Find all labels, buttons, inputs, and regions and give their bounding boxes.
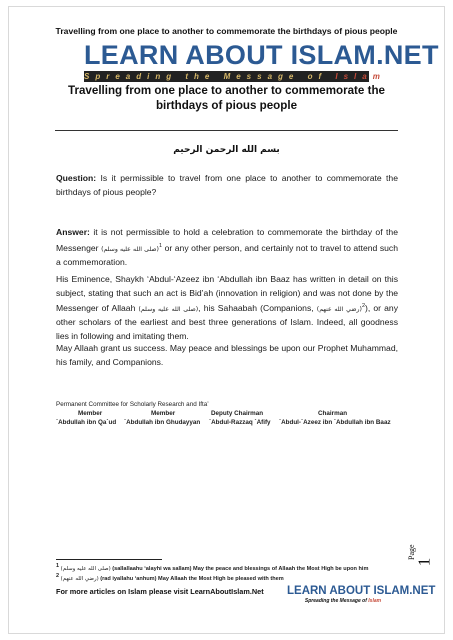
salawat-arabic: (صلى الله عليه وسلم)	[101, 245, 159, 253]
logo-tagline-islam: Islam	[335, 72, 386, 81]
salawat-arabic-2: (صلى الله عليه وسلم)	[138, 305, 199, 313]
paragraph2-text-2: , his Sahaabah (Companions,	[198, 302, 317, 313]
footer-logo-tagline-text: Spreading the Message of	[304, 598, 369, 604]
question-label: Question:	[56, 173, 97, 183]
role-member-2: Member	[151, 410, 176, 417]
committee-names-row	[56, 419, 401, 428]
footnote-1-arabic: (صلى الله عليه وسلم)	[60, 565, 111, 572]
paragraph2-text-3: ), or any other scholars of the earliest and best three generations of Islam. Indeed, all goodness lies in following and imitating them.	[56, 302, 399, 341]
name-chairman: `Abdul-`Azeez ibn `Abdullah ibn Baaz	[279, 419, 391, 426]
logo-tagline-text: Spreading the Message of	[84, 72, 336, 81]
footnote-1	[56, 563, 368, 572]
footnote-2-text: (rad iyallahu ‘anhum) May Allaah the Most High be pleased with them	[98, 575, 284, 582]
answer-text-2: or any other person, and certainly not to travel to attend such a commemoration.	[56, 242, 398, 267]
radiya-arabic: (رضي الله عنهم)	[316, 305, 362, 313]
logo-tagline	[84, 71, 386, 82]
footnote-1-text: (sallallaahu ‘alayhi wa sallam) May the peace and blessings of Allaah the Most High be upon him	[110, 565, 369, 572]
closing-paragraph: May Allaah grant us success. May peace and blessings be upon our Prophet Muhammad, his family, and Companions.	[56, 343, 398, 367]
committee-signatories	[56, 410, 401, 428]
footer-logo-tagline-islam: Islam	[368, 598, 382, 604]
paragraph2-text-1: His Eminence, Shaykh ‘Abdul-‘Azeez ibn ‘Abdullah ibn Baaz has written in detail on this subject, stating that such an act is Bid’ah (innovation in religion) and was not done by the Messenger of Allaah	[56, 274, 398, 313]
role-deputy-chairman: Deputy Chairman	[211, 410, 264, 417]
question-text: Is it permissible to travel from one place to another to commemorate the birthdays of pious people?	[56, 173, 398, 197]
page-title	[60, 83, 393, 113]
footnote-ref-2[interactable]: 2	[361, 303, 365, 309]
logo-wordmark: LEARN ABOUT ISLAM.NET	[84, 40, 439, 70]
footnote-2-arabic: (رضي الله عنهم)	[60, 575, 99, 582]
footnote-ref-1[interactable]: 1	[158, 242, 163, 249]
page-label: Page	[407, 544, 416, 560]
basmala: بسم الله الرحمن الرحيم	[173, 145, 280, 155]
page-title-line-2: birthdays of pious people	[155, 99, 298, 112]
footnote-1-number: 1	[56, 563, 60, 569]
committee-roles-row	[56, 410, 401, 419]
footnote-divider	[56, 559, 162, 560]
name-deputy-chairman: `Abdul-Razzaq `Afify	[209, 419, 271, 426]
question-paragraph	[56, 172, 398, 199]
name-member-2: `Abdullah ibn Ghudayyan	[124, 419, 201, 426]
ibn-baaz-paragraph	[56, 273, 398, 343]
committee-title: Permanent Committee for Scholarly Research and Ifta’	[56, 401, 209, 408]
running-title: Travelling from one place to another to commemorate the birthdays of pious people	[55, 26, 398, 36]
footnote-2	[56, 573, 284, 582]
role-chairman: Chairman	[318, 410, 348, 417]
answer-text-1: it is not permissible to hold a celebration to commemorate the birthday of the Messenger	[56, 227, 398, 253]
page-number: 1	[414, 557, 434, 567]
answer-paragraph	[56, 226, 398, 269]
title-divider	[55, 130, 398, 131]
answer-label: Answer:	[56, 227, 90, 237]
name-member-1: `Abdullah ibn Qa`ud	[56, 419, 117, 426]
site-logo[interactable]	[84, 40, 439, 84]
footnote-2-number: 2	[56, 573, 60, 579]
footer-logo-wordmark: LEARN ABOUT ISLAM.NET	[287, 585, 436, 597]
role-member-1: Member	[78, 410, 103, 417]
footer-logo-tagline	[287, 598, 399, 605]
more-articles-link[interactable]: For more articles on Islam please visit LearnAboutIslam.Net	[56, 587, 264, 596]
footer-logo[interactable]	[287, 585, 436, 617]
page-title-line-1: Travelling from one place to another to commemorate the	[68, 84, 385, 97]
